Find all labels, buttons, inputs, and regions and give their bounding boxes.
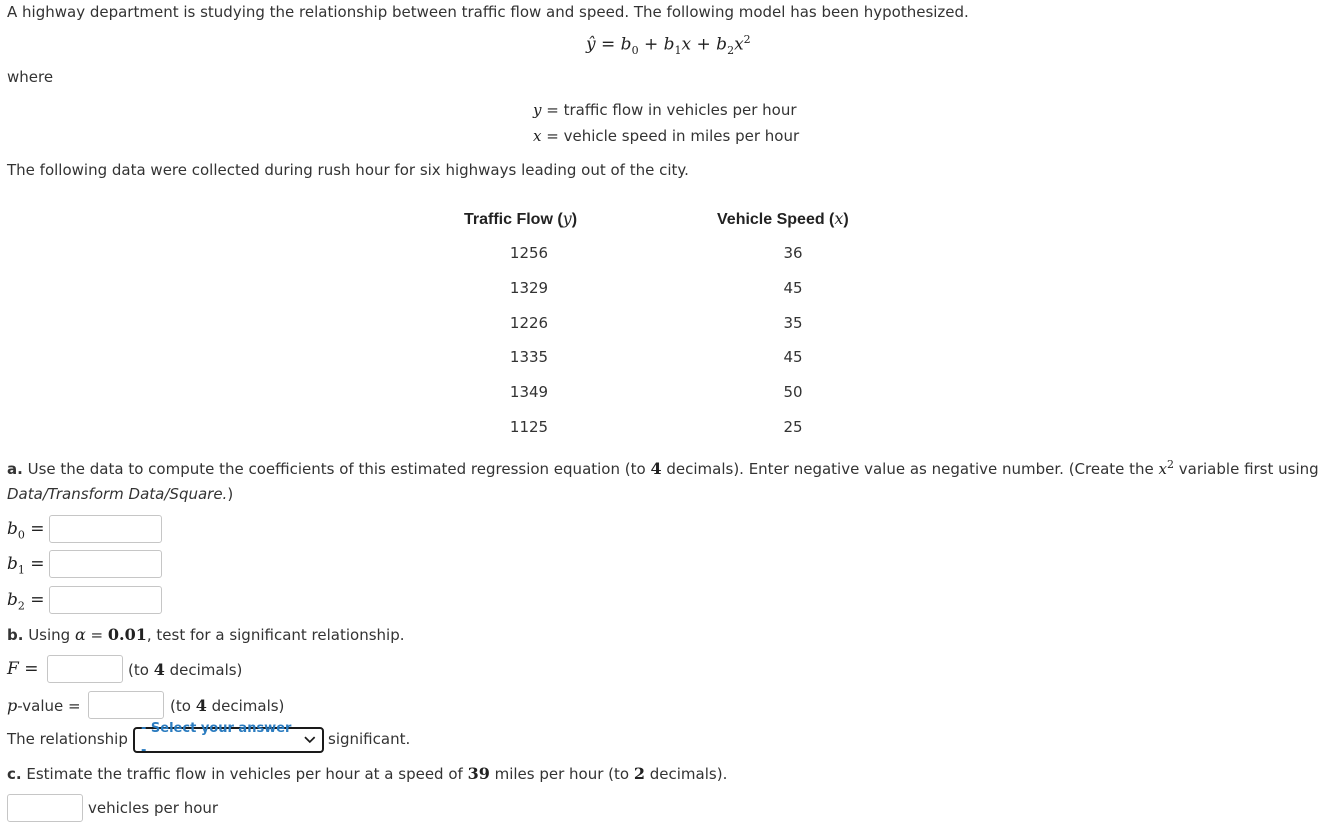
part-a-question-line2: Data/Transform Data/Square.) — [7, 485, 234, 503]
b1-input[interactable] — [49, 550, 162, 578]
table-cell-flow: 1226 — [509, 314, 549, 332]
table-cell-speed: 36 — [783, 244, 803, 262]
intro-text: A highway department is studying the relationship between traffic flow and speed. The following model has been hypothesized. — [7, 3, 969, 21]
traffic-flow-estimate-input[interactable] — [7, 794, 83, 822]
table-cell-speed: 35 — [783, 314, 803, 332]
f-decimals-hint: (to 4 decimals) — [128, 660, 243, 679]
model-equation: ŷ = $b_0 + b_1x + b_2x^2$ — [586, 33, 751, 58]
table-cell-flow: 1329 — [509, 279, 549, 297]
table-cell-speed: 25 — [783, 418, 803, 436]
b2-label: $b_2$ = — [7, 590, 45, 613]
f-label: F = — [7, 659, 39, 679]
b1-label: $b_1$ = — [7, 554, 45, 577]
table-cell-speed: 50 — [783, 383, 803, 401]
table-cell-flow: 1125 — [509, 418, 549, 436]
table-cell-flow: 1335 — [509, 348, 549, 366]
b0-input[interactable] — [49, 515, 162, 543]
p-value-label: p-value = — [7, 696, 81, 715]
part-c-question: c. Estimate the traffic flow in vehicles per hour at a speed of 39 miles per hour (to 2 decimals). — [7, 764, 728, 783]
p-value-input[interactable] — [88, 691, 164, 719]
relationship-prefix: The relationship — [7, 730, 128, 748]
data-intro-text: The following data were collected during rush hour for six highways leading out of the city. — [7, 161, 689, 179]
p-decimals-hint: (to 4 decimals) — [170, 696, 285, 715]
table-cell-flow: 1256 — [509, 244, 549, 262]
f-statistic-input[interactable] — [47, 655, 123, 683]
relationship-suffix: significant. — [328, 730, 411, 748]
part-a-question: a. Use the data to compute the coefficients of this estimated regression equation (to 4 decimals). Enter negative value as negative number. (Create the $x^2$ variable first using — [7, 458, 1319, 478]
table-cell-speed: 45 — [783, 348, 803, 366]
definition-y: y = traffic flow in vehicles per hour — [533, 101, 797, 119]
b2-input[interactable] — [49, 586, 162, 614]
relationship-select[interactable] — [133, 721, 324, 758]
b0-label: $b_0$ = — [7, 519, 45, 542]
where-label: where — [7, 68, 54, 86]
part-b-question: b. Using α = 0.01, test for a significant relationship. — [7, 625, 405, 644]
table-cell-speed: 45 — [783, 279, 803, 297]
table-header-traffic-flow: Traffic Flow (y) — [464, 209, 578, 228]
table-cell-flow: 1349 — [509, 383, 549, 401]
table-header-vehicle-speed: Vehicle Speed (x) — [717, 209, 849, 228]
vehicles-per-hour-label: vehicles per hour — [88, 799, 219, 817]
chevron-down-icon — [304, 736, 316, 744]
definition-x: x = vehicle speed in miles per hour — [533, 127, 800, 145]
relationship-select-value: - Select your answer - — [141, 721, 292, 758]
